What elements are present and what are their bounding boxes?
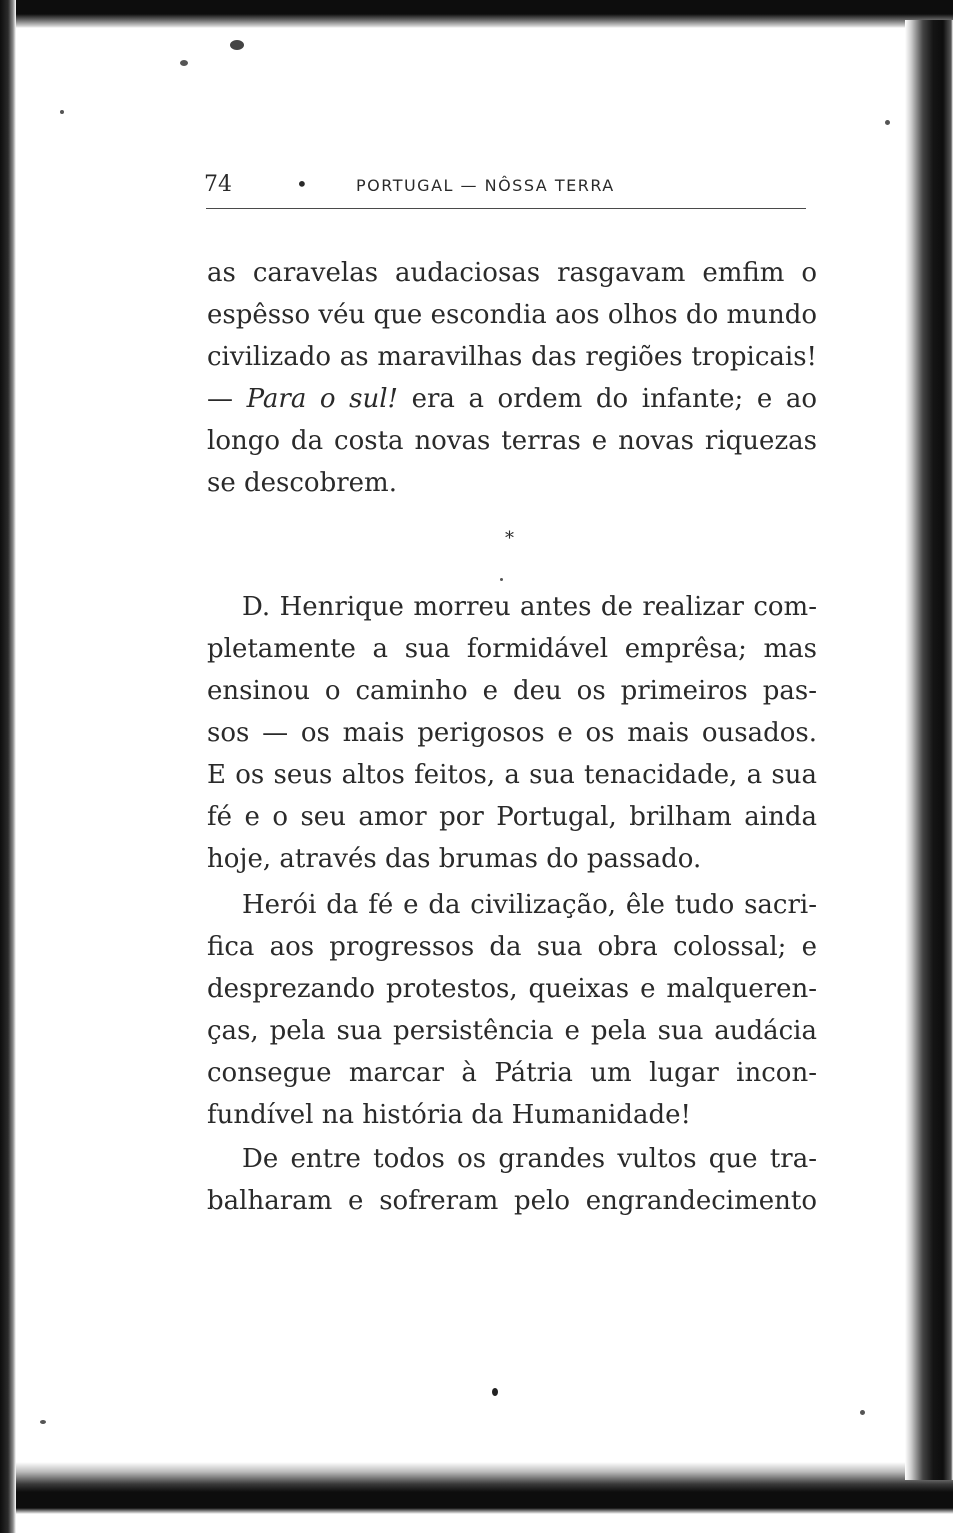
text-line: Herói da fé e da civilização, êle tudo sacri- [242,890,817,920]
dash: — [207,384,233,414]
page-number: 74 [204,172,232,197]
scan-speckle [860,1410,865,1415]
text-line-with-italic [207,384,817,424]
text-line: civilizado as maravilhas das regiões tropicais! [207,342,817,372]
text-line: consegue marcar à Pátria um lugar incon- [207,1058,817,1088]
running-title: PORTUGAL — NÔSSA TERRA [356,176,615,195]
scan-speckle [230,40,244,50]
text-line: E os seus altos feitos, a sua tenacidade, a sua [207,760,817,790]
header-rule [206,208,806,209]
scan-speckle [885,120,890,125]
header-separator: • [296,172,308,196]
text-line: longo da costa novas terras e novas riquezas [207,426,817,456]
scan-speckle [40,1420,46,1424]
text-line: fica aos progressos da sua obra colossal; e [207,932,817,962]
scan-speckle [500,578,503,581]
text-line: pletamente a sua formidável emprêsa; mas [207,634,817,664]
text-line: fundível na história da Humanidade! [207,1100,691,1130]
scan-border-top [0,0,953,28]
running-head [204,170,810,200]
text-line: hoje, através das brumas do passado. [207,844,702,874]
section-asterisk: * [505,528,514,549]
text-line: espêsso véu que escondia aos olhos do mundo [207,300,817,330]
italic-phrase: Para o sul! [246,384,398,414]
text-line: sos — os mais perigosos e os mais ousados. [207,718,817,748]
text-line: as caravelas audaciosas rasgavam emfim o [207,258,817,288]
text-line: balharam e sofreram pelo engrandecimento [207,1186,817,1216]
text-line: ensinou o caminho e deu os primeiros pas- [207,676,817,706]
text-line: se descobrem. [207,468,397,498]
text-line: fé e o seu amor por Portugal, brilham ainda [207,802,817,832]
text-line: desprezando protestos, queixas e malqueren- [207,974,817,1004]
scan-border-right [905,20,953,1480]
scan-speckle [492,1388,498,1396]
text-fragment: era a ordem do infante; e ao [411,384,817,414]
text-line: D. Henrique morreu antes de realizar com- [242,592,817,622]
scan-border-bottom [0,1462,953,1533]
text-line: ças, pela sua persistência e pela sua audácia [207,1016,817,1046]
text-line: De entre todos os grandes vultos que tra- [242,1144,817,1174]
scan-speckle [60,110,64,114]
scan-border-left [0,0,16,1533]
scan-speckle [180,60,188,66]
